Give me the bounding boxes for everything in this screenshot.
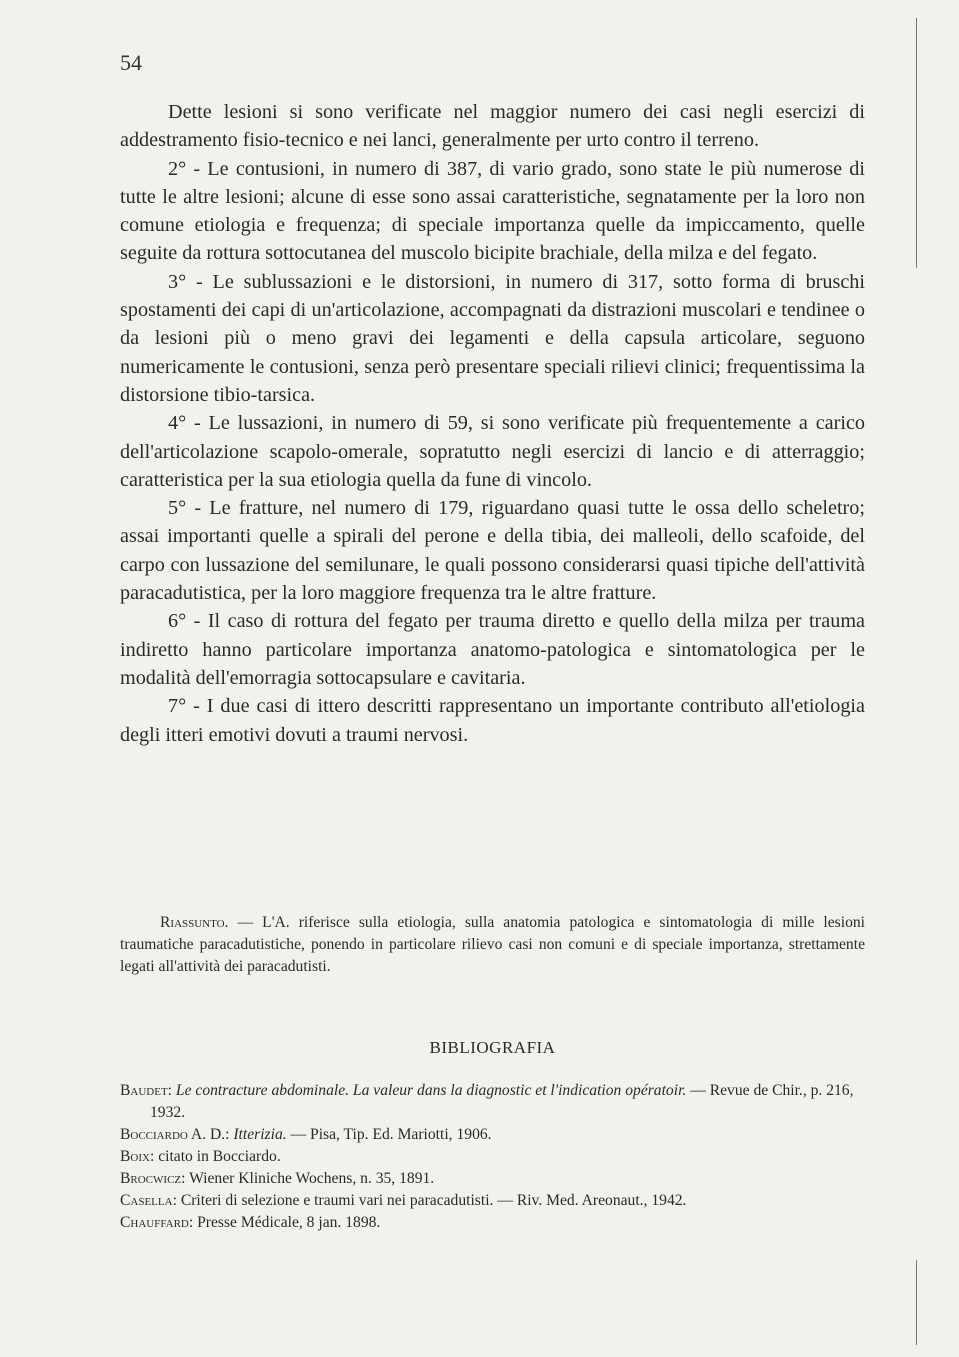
entry-author: Casella:	[120, 1192, 177, 1209]
paragraph-lussazioni: 4° - Le lussazioni, in numero di 59, si sono verificate più frequentemente a carico dell'articolazione scapolo-omerale, sopratutto negli esercizi di lancio e di atterraggio; caratteristica per la sua etiologia quella da fune di vincolo.	[120, 412, 865, 491]
entry-title: Itterizia.	[233, 1126, 287, 1143]
bibliography-list	[120, 1080, 865, 1234]
paragraph-contusioni: 2° - Le contusioni, in numero di 387, di vario grado, sono state le più numerose di tutte le altre lesioni; alcune di esse sono assai caratteristiche, segnatamente per la loro non comune etiologia e frequenza; di speciale importanza quelle da impiccamento, quelle seguite da rottura sottocutanea del muscolo bicipite brachiale, della milza e del fegato.	[120, 157, 865, 265]
paragraph-intro: Dette lesioni si sono verificate nel maggior numero dei casi negli esercizi di addestramento fisio-tecnico e nei lanci, generalmente per urto contro il terreno.	[120, 101, 865, 152]
entry-details: — Revue de Chir., p. 216, 1932.	[150, 1082, 854, 1121]
summary-text: — L'A. riferisce sulla etiologia, sulla anatomia patologica e sintomatologia di mille lesioni traumatiche paracadutistiche, ponendo in particolare rilievo casi non comuni e di speciale importanza, strettamente legati all'attività dei paracadutisti.	[120, 914, 865, 975]
entry-details: Wiener Kliniche Wochens, n. 35, 1891.	[189, 1170, 435, 1187]
bibliography-entry	[120, 1124, 865, 1146]
paragraph-rottura: 6° - Il caso di rottura del fegato per trauma diretto e quello della milza per trauma indiretto hanno particolare importanza anatomo-patologica e sintomatologica per le modalità dell'emorragia sottocapsulare e cavitaria.	[120, 610, 865, 689]
paragraph-sublussazioni: 3° - Le sublussazioni e le distorsioni, in numero di 317, sotto forma di bruschi spostamenti dei capi di un'articolazione, accompagnati da distrazioni muscolari e tendinee o da lesioni più o meno gravi dei legamenti e della capsula articolare, seguono numericamente le contusioni, senza però presentare speciali rilievi clinici; frequentissima la distorsione tibio-tarsica.	[120, 270, 865, 406]
bibliography-entry	[120, 1080, 865, 1124]
summary-label: Riassunto.	[160, 914, 229, 931]
bibliography-entry	[120, 1168, 865, 1190]
entry-author: Bocciardo A. D.:	[120, 1126, 230, 1143]
page-edge-line	[916, 18, 917, 268]
entry-title: Le contracture abdominale. La valeur dans la diagnostic et l'indication opératoir.	[175, 1082, 687, 1099]
paragraph-fratture: 5° - Le fratture, nel numero di 179, riguardano quasi tutte le ossa dello scheletro; assai importanti quelle a spirali del perone e della tibia, dei malleoli, dello scafoide, del carpo con lussazione del semilunare, le quali possono considerarsi quasi tipiche dell'attività paracadutistica, per la loro maggiore frequenza tra le altre fratture.	[120, 497, 865, 605]
entry-details: Presse Médicale, 8 jan. 1898.	[197, 1214, 381, 1231]
entry-author: Baudet:	[120, 1082, 173, 1099]
bibliography-entry	[120, 1212, 865, 1234]
bibliography-entry	[120, 1146, 865, 1168]
page-number: 54	[120, 50, 142, 75]
page-edge-line	[916, 1260, 917, 1345]
entry-author: Brocwicz:	[120, 1170, 186, 1187]
summary	[120, 912, 865, 978]
bibliography-title: BIBLIOGRAFIA	[429, 1038, 556, 1057]
entry-details: Criteri di selezione e traumi vari nei paracadutisti. — Riv. Med. Areonaut., 1942.	[180, 1192, 687, 1209]
paragraph-ittero: 7° - I due casi di ittero descritti rappresentano un importante contributo all'etiologia degli itteri emotivi dovuti a traumi nervosi.	[120, 695, 865, 746]
entry-details: — Pisa, Tip. Ed. Mariotti, 1906.	[290, 1126, 492, 1143]
body-text	[120, 98, 865, 749]
bibliography-entry	[120, 1190, 865, 1212]
entry-author: Boix:	[120, 1148, 155, 1165]
entry-details: citato in Bocciardo.	[158, 1148, 281, 1165]
entry-author: Chauffard:	[120, 1214, 194, 1231]
